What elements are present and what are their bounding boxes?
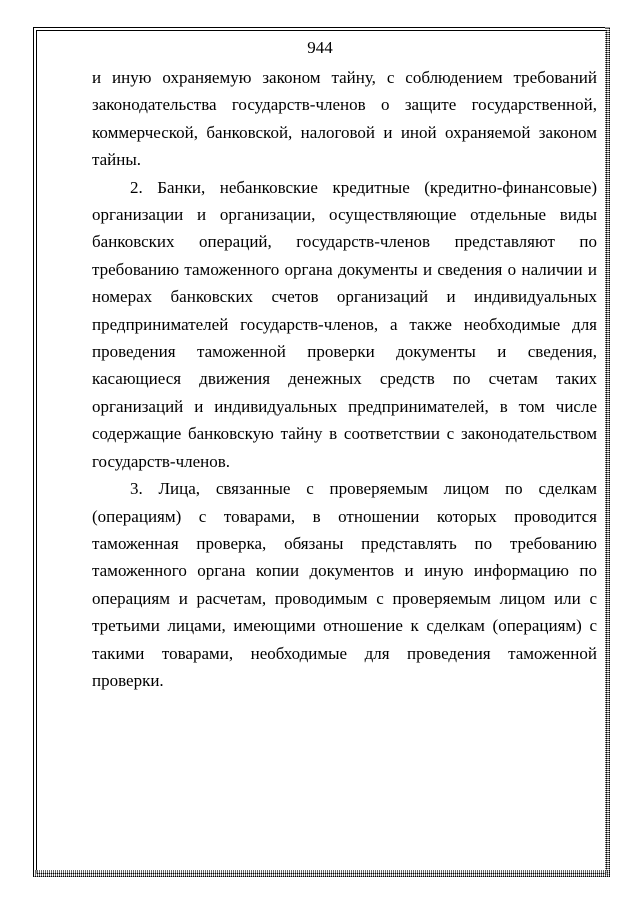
document-body <box>92 64 597 694</box>
page-border-shadow-bottom <box>33 870 610 877</box>
paragraph-continuation: и иную охраняемую законом тайну, с соблюдением требований законодательства государств-членов о защите государственной, коммерческой, банковской, налоговой и иной охраняемой законом тайны. <box>92 68 597 170</box>
page-border-shadow-right <box>605 27 610 877</box>
paragraph-item-2: 2. Банки, небанковские кредитные (кредитно-финансовые) организации и организации, осуществляющие отдельные виды банковских операций, государств-членов представляют по требованию таможенного органа документы и сведения о наличии и номерах банковских счетов организаций и индивидуальных предпринимателей государств-членов, а также необходимые для проведения таможенной проверки документы и сведения, касающиеся движения денежных средств по счетам таких организаций и индивидуальных предпринимателей, в том числе содержащие банковскую тайну в соответствии с законодательством государств-членов. <box>92 177 597 471</box>
page-number: 944 <box>307 38 333 57</box>
paragraph-item-3: 3. Лица, связанные с проверяемым лицом по сделкам (операциям) с товарами, в отношении которых проводится таможенная проверка, обязаны представлять по требованию таможенного органа копии документов и иную информацию по операциям и расчетам, проводимым с проверяемым лицом или с третьими лицами, имеющими отношение к сделкам (операциям) с такими товарами, необходимые для проведения таможенной проверки. <box>92 479 597 690</box>
